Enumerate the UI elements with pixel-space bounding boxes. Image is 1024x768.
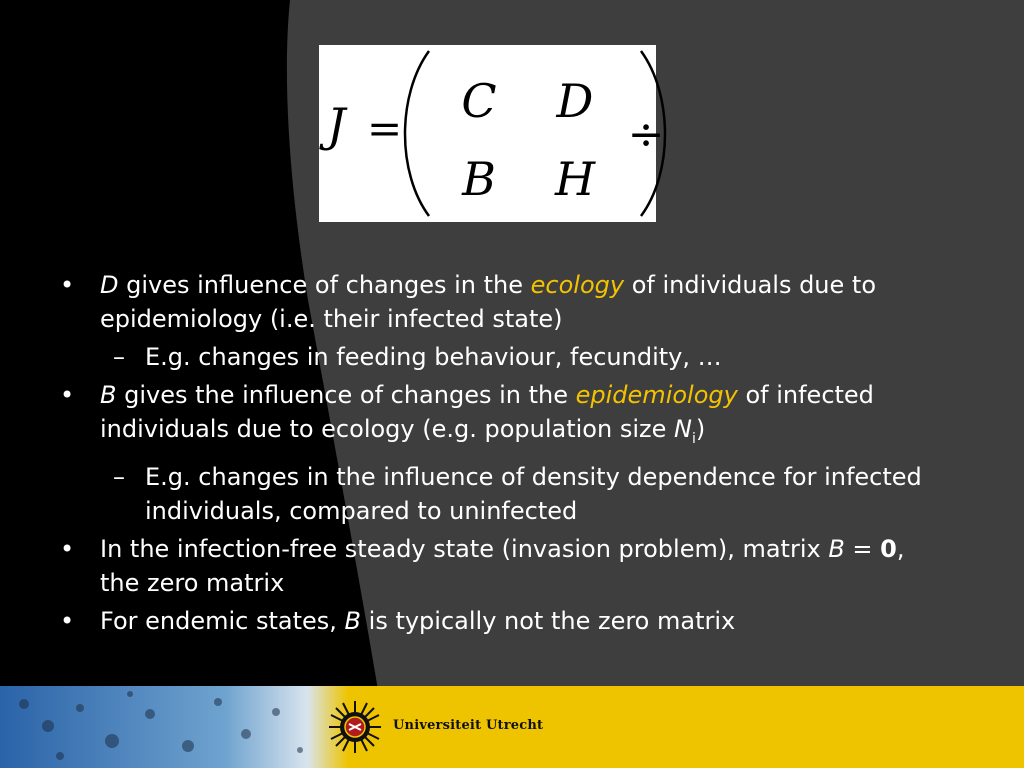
bullet-text: is typically not the zero matrix — [361, 606, 736, 635]
bullet-text: i — [691, 430, 696, 447]
bullet-text: B — [100, 381, 117, 409]
bullet-item — [0, 378, 930, 456]
bullet-text: D — [100, 271, 119, 299]
bullet-text: E.g. changes in feeding behaviour, fecundity, … — [145, 343, 722, 371]
bullet-text: In the infection-free steady state (invasion problem), matrix — [100, 534, 829, 563]
matrix-cell-h: H — [554, 152, 596, 206]
equation-equals: = — [367, 104, 403, 153]
bullet-text: gives the influence of changes in the — [116, 381, 576, 409]
bullet-text: B — [344, 606, 362, 635]
bullet-text: of individuals due to epidemiology (i.e. their infected state) — [100, 271, 877, 333]
bullet-list — [0, 268, 1024, 642]
matrix-trailing-symbol: ÷ — [627, 109, 665, 160]
bullet-item — [0, 604, 930, 638]
university-name: Universiteit Utrecht — [393, 718, 544, 733]
jacobian-equation — [319, 45, 665, 222]
bullet-text: of infected individuals due to ecology (e.g. population size — [100, 381, 874, 443]
bullet-item — [0, 268, 930, 336]
matrix-cell-b: B — [462, 152, 496, 206]
sub-bullet-item — [0, 340, 945, 374]
bullet-marker: – — [113, 462, 125, 491]
bullet-text: ) — [695, 415, 706, 443]
bullet-marker: – — [113, 343, 125, 371]
matrix-left-paren — [405, 51, 429, 216]
bullet-item — [0, 532, 930, 600]
bullet-marker: • — [60, 381, 75, 409]
bullet-text: N — [673, 415, 692, 443]
matrix-cell-c: C — [461, 74, 497, 128]
bullet-text: 0 — [880, 534, 897, 563]
bullet-text: E.g. changes in the influence of density dependence for infected individuals, compared to uninfected — [145, 462, 922, 525]
bullet-text: , the zero matrix — [100, 534, 905, 597]
bullet-marker: • — [60, 271, 75, 299]
equation-lhs: J — [327, 98, 346, 152]
matrix-cell-d: D — [556, 74, 594, 128]
sub-bullet-item — [0, 460, 945, 528]
sun-seal-logo-icon — [328, 700, 382, 754]
bullet-text: For endemic states, — [100, 606, 345, 635]
bullet-text: = — [844, 534, 881, 563]
bullet-text: epidemiology — [575, 381, 738, 409]
bullet-marker: • — [60, 606, 75, 635]
bullet-text: gives influence of changes in the — [118, 271, 531, 299]
bullet-text: ecology — [530, 271, 625, 299]
bullet-text: B — [828, 534, 845, 563]
bullet-marker: • — [60, 534, 75, 563]
